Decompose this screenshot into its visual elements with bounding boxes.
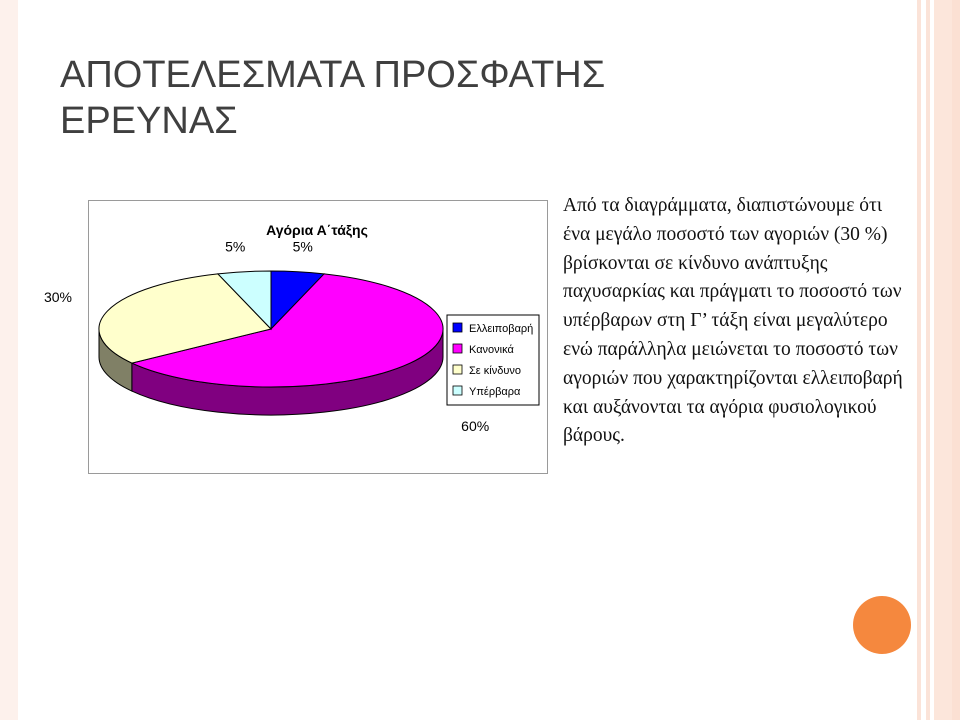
decorative-stripe (917, 0, 921, 720)
chart-legend (447, 315, 539, 405)
pie-data-label-Υπέρβαρα: 5% (225, 238, 246, 255)
decorative-stripe (926, 0, 930, 720)
pie-chart (43, 201, 547, 473)
legend-label-Ελλειποβαρή: Ελλειποβαρή (469, 323, 534, 335)
decorative-stripe (952, 0, 960, 720)
pie-chart-frame (43, 200, 548, 474)
left-decorative-band (0, 0, 18, 720)
decorative-stripe (934, 0, 952, 720)
body-text: Από τα διαγράμματα, διαπιστώνουμε ότι ένα μεγάλο ποσοστό των αγοριών (30 %) βρίσκονται σε κίνδυνο ανάπτυξης παχυσαρκίας και πράγματι το ποσοστό των υπέρβαρων στη Γ’ τάξη είναι μεγαλύτερο ενώ παράλληλα μειώνεται το ποσοστό των αγοριών που χαρακτηρίζονται ελλειποβαρή και αυξάνονται τα αγόρια φυσιολογικού βάρους. (563, 195, 903, 447)
legend-label-Σε κίνδυνο: Σε κίνδυνο (469, 365, 521, 377)
legend-swatch-Σε κίνδυνο (453, 365, 462, 374)
legend-label-Υπέρβαρα: Υπέρβαρα (469, 386, 521, 398)
slide-title: ΑΠΟΤΕΛΕΣΜΑΤΑ ΠΡΟΣΦΑΤΗΣ ΕΡΕΥΝΑΣ (60, 54, 606, 142)
legend-label-Κανονικά: Κανονικά (469, 344, 514, 356)
orange-circle-decoration (853, 596, 911, 654)
pie-data-label-Σε κίνδυνο: 30% (43, 288, 72, 305)
legend-swatch-Υπέρβαρα (453, 386, 462, 395)
pie-slices (99, 271, 443, 387)
pie-data-label-Ελλειποβαρή: 5% (292, 238, 313, 255)
pie-data-label-Κανονικά: 60% (461, 418, 490, 435)
legend-swatch-Ελλειποβαρή (453, 323, 462, 332)
chart-title: Αγόρια Α΄τάξης (266, 222, 368, 238)
legend-swatch-Κανονικά (453, 344, 462, 353)
